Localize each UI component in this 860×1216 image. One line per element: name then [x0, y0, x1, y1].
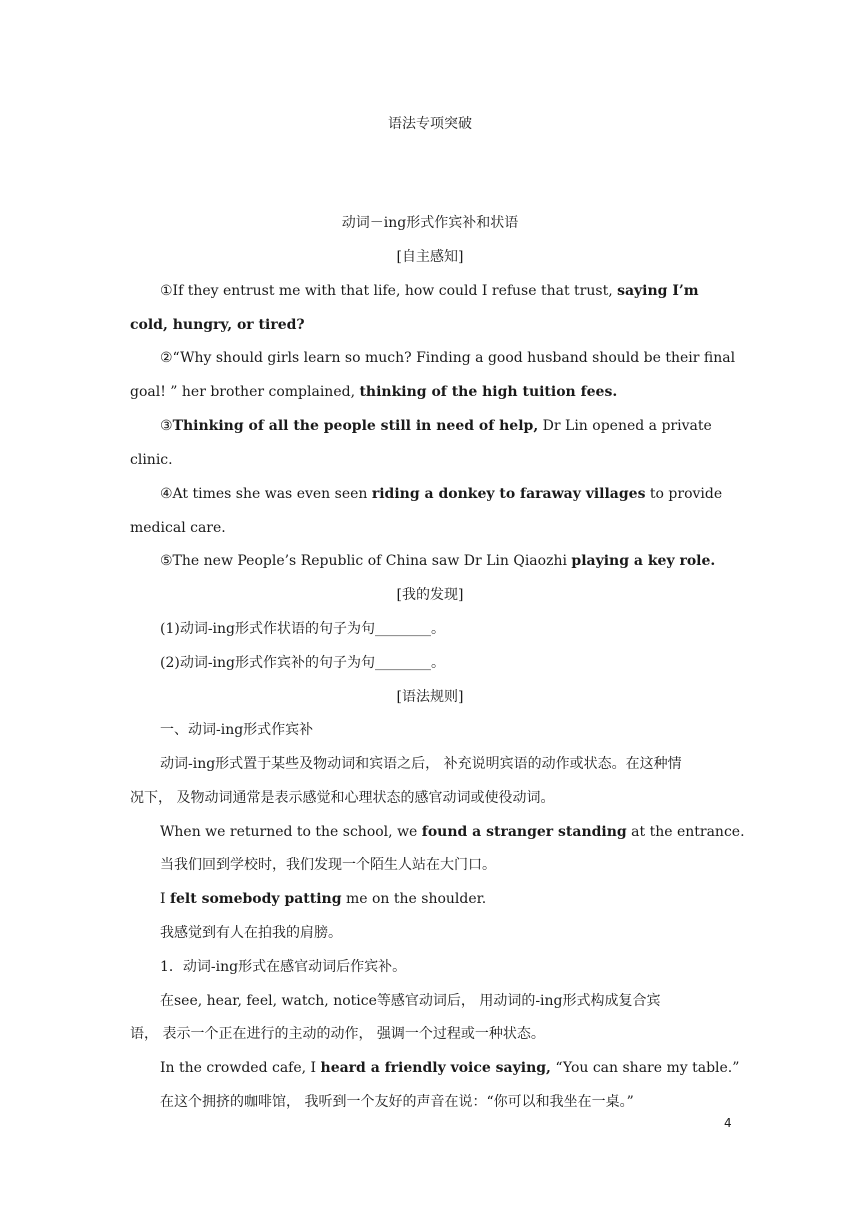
question-2: (2)动词-ing形式作宾补的句子为句________。: [160, 655, 446, 671]
example-a-zh: 当我们回到学校时，我们发现一个陌生人站在大门口。: [160, 857, 496, 873]
example-c-en: In the crowded cafe, I heard a friendly voice saying, “You can share my table.”: [160, 1060, 740, 1076]
tag-self-perception: [自主感知]: [396, 249, 464, 265]
paragraph-2-line-2: 语， 表示一个正在进行的主动的动作， 强调一个过程或一种状态。: [130, 1026, 545, 1042]
tag-grammar-rules: [语法规则]: [396, 689, 464, 705]
paragraph-1-line-2: 况下， 及物动词通常是表示感觉和心理状态的感官动词或使役动词。: [130, 790, 555, 806]
example-2-line-1: ②“Why should girls learn so much? Finding a good husband should be their final: [160, 350, 736, 366]
example-2-line-2: goal! ” her brother complained, thinking of the high tuition fees.: [130, 384, 618, 400]
tag-my-discovery: [我的发现]: [396, 587, 464, 603]
page-title: 语法专项突破: [388, 116, 472, 132]
example-b-zh: 我感觉到有人在拍我的肩膀。: [160, 925, 342, 941]
example-a-en: When we returned to the school, we found a stranger standing at the entrance.: [160, 824, 745, 840]
section-title: 动词－ing形式作宾补和状语: [341, 215, 519, 231]
example-3-line-2: clinic.: [130, 452, 173, 468]
example-4-line-2: medical care.: [130, 520, 226, 536]
example-1-line-2: cold, hungry, or tired?: [130, 317, 305, 333]
page-number: 4: [724, 1116, 732, 1130]
example-b-en: I felt somebody patting me on the shoulder.: [160, 891, 487, 907]
heading-2: 1．动词-ing形式在感官动词后作宾补。: [160, 959, 407, 975]
example-c-zh: 在这个拥挤的咖啡馆， 我听到一个友好的声音在说：“你可以和我坐在一桌。”: [160, 1094, 634, 1110]
question-1: (1)动词-ing形式作状语的句子为句________。: [160, 621, 446, 637]
paragraph-2-line-1: 在see, hear, feel, watch, notice等感官动词后， 用动词的-ing形式构成复合宾: [160, 993, 661, 1009]
example-5: ⑤The new People’s Republic of China saw Dr Lin Qiaozhi playing a key role.: [160, 553, 716, 569]
paragraph-1-line-1: 动词-ing形式置于某些及物动词和宾语之后， 补充说明宾语的动作或状态。在这种情: [160, 756, 682, 772]
example-3-line-1: ③Thinking of all the people still in need of help, Dr Lin opened a private: [160, 418, 712, 434]
example-1-line-1: ①If they entrust me with that life, how could I refuse that trust, saying I’m: [160, 283, 699, 299]
example-4-line-1: ④At times she was even seen riding a donkey to faraway villages to provide: [160, 486, 723, 502]
heading-1: 一、动词-ing形式作宾补: [160, 722, 314, 738]
